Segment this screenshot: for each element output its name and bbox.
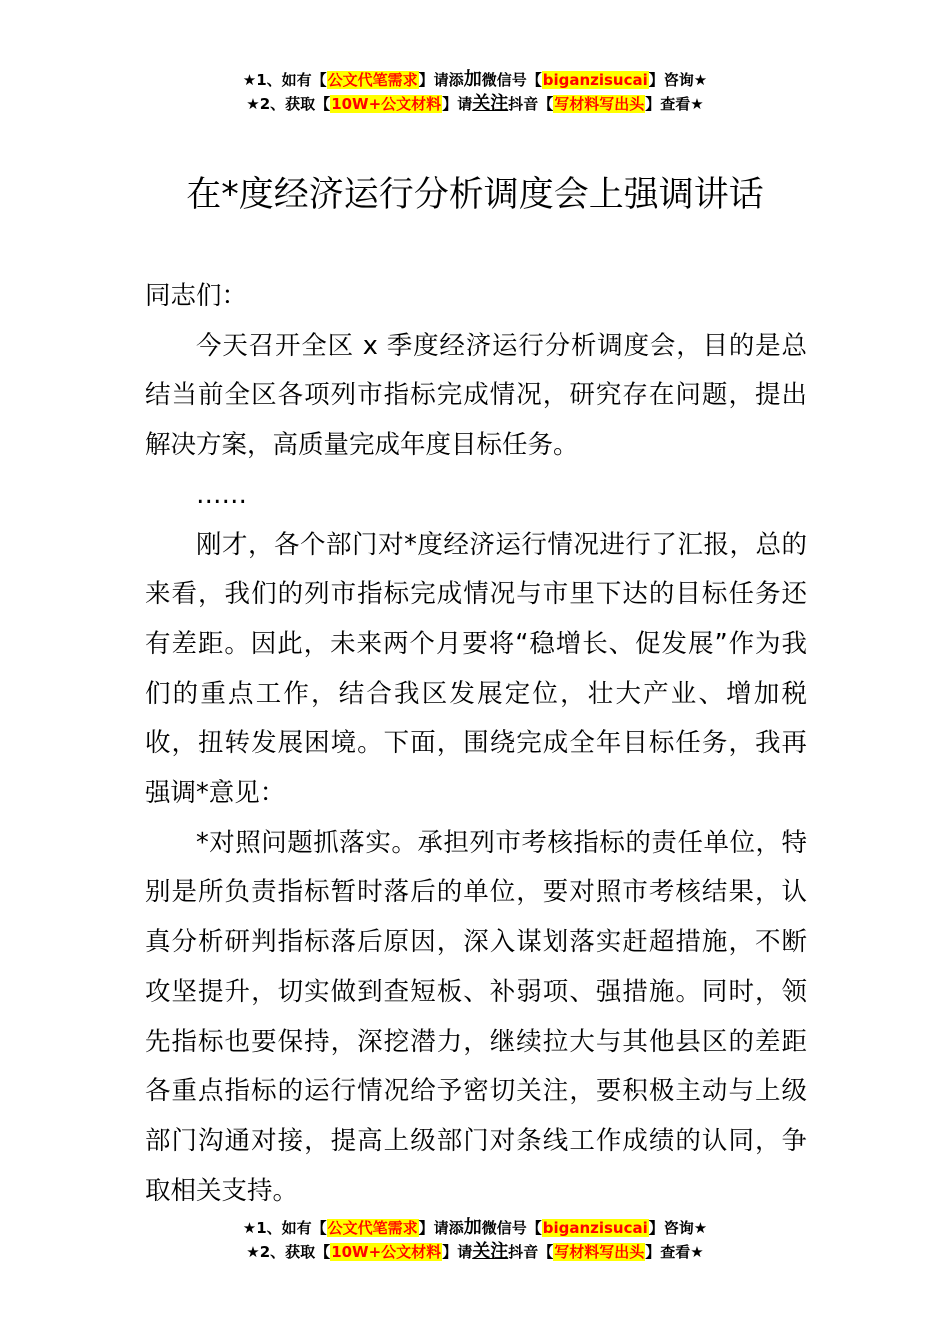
banner-text: 】查看★: [645, 1243, 704, 1261]
banner-text: ★1、如有【: [242, 71, 327, 89]
banner-highlight: biganzisucai: [542, 71, 648, 89]
banner-text: 关注: [472, 93, 509, 114]
banner-text: 】咨询★: [648, 1219, 708, 1237]
banner-line-1: [0, 1216, 950, 1240]
banner-text: 】查看★: [645, 95, 704, 113]
banner-highlight: 写材料写出头: [554, 1243, 645, 1261]
banner-text: 抖音【: [508, 95, 554, 113]
banner-text: 微信号【: [481, 71, 542, 89]
banner-text: 微信号【: [481, 1219, 542, 1237]
banner-text: 关注: [472, 1241, 509, 1262]
paragraph-point-one: *对照问题抓落实。承担列市考核指标的责任单位，特别是所负责指标暂时落后的单位，要对照市考核结果，认真分析研判指标落后原因，深入谋划落实赶超措施，不断攻坚提升，切实做到查短板、补弱项、强措施。同时，领先指标也要保持，深挖潜力，继续拉大与其他县区的差距各重点指标的运行情况给予密切关注，要积极主动与上级部门沟通对接，提高上级部门对条线工作成绩的认同，争取相关支持。: [145, 827, 807, 1206]
banner-line-2: [0, 92, 950, 116]
document-body: [145, 272, 807, 1216]
banner-line-1: [0, 68, 950, 92]
banner-text: 】请添: [418, 1219, 464, 1237]
banner-text: ★2、获取【: [246, 1243, 331, 1261]
banner-line-2: [0, 1240, 950, 1264]
banner-highlight: 公文代笔需求: [327, 1219, 418, 1237]
banner-text: ★1、如有【: [242, 1219, 327, 1237]
banner-highlight: 10W+公文材料: [331, 95, 442, 113]
document-title: 在*度经济运行分析调度会上强调讲话: [186, 175, 764, 215]
banner-text: 】请添: [418, 71, 464, 89]
banner-text: 加: [463, 1217, 482, 1238]
banner-highlight: 写材料写出头: [554, 95, 645, 113]
banner-text: 】咨询★: [648, 71, 708, 89]
banner-highlight: 10W+公文材料: [331, 1243, 442, 1261]
banner-text: 抖音【: [508, 1243, 554, 1261]
salutation: 同志们：: [145, 281, 248, 311]
paragraph-intro: 今天召开全区 x 季度经济运行分析调度会，目的是总结当前全区各项列市指标完成情况，研究存在问题，提出解决方案，高质量完成年度目标任务。: [145, 330, 807, 461]
paragraph-report: 刚才，各个部门对*度经济运行情况进行了汇报，总的来看，我们的列市指标完成情况与市里下达的目标任务还有差距。因此，未来两个月要将“稳增长、促发展”作为我们的重点工作，结合我区发展定位，壮大产业、增加税收，扭转发展困境。下面，围绕完成全年目标任务，我再强调*意见：: [145, 529, 807, 809]
banner-text: 加: [463, 69, 482, 90]
banner-highlight: 公文代笔需求: [327, 71, 418, 89]
banner-text: 】请: [442, 95, 473, 113]
banner-highlight: biganzisucai: [542, 1219, 648, 1237]
footer-banner: [0, 1216, 950, 1264]
paragraph-ellipsis: ……: [196, 479, 247, 510]
banner-text: 】请: [442, 1243, 473, 1261]
banner-text: ★2、获取【: [246, 95, 331, 113]
header-banner: [0, 68, 950, 116]
